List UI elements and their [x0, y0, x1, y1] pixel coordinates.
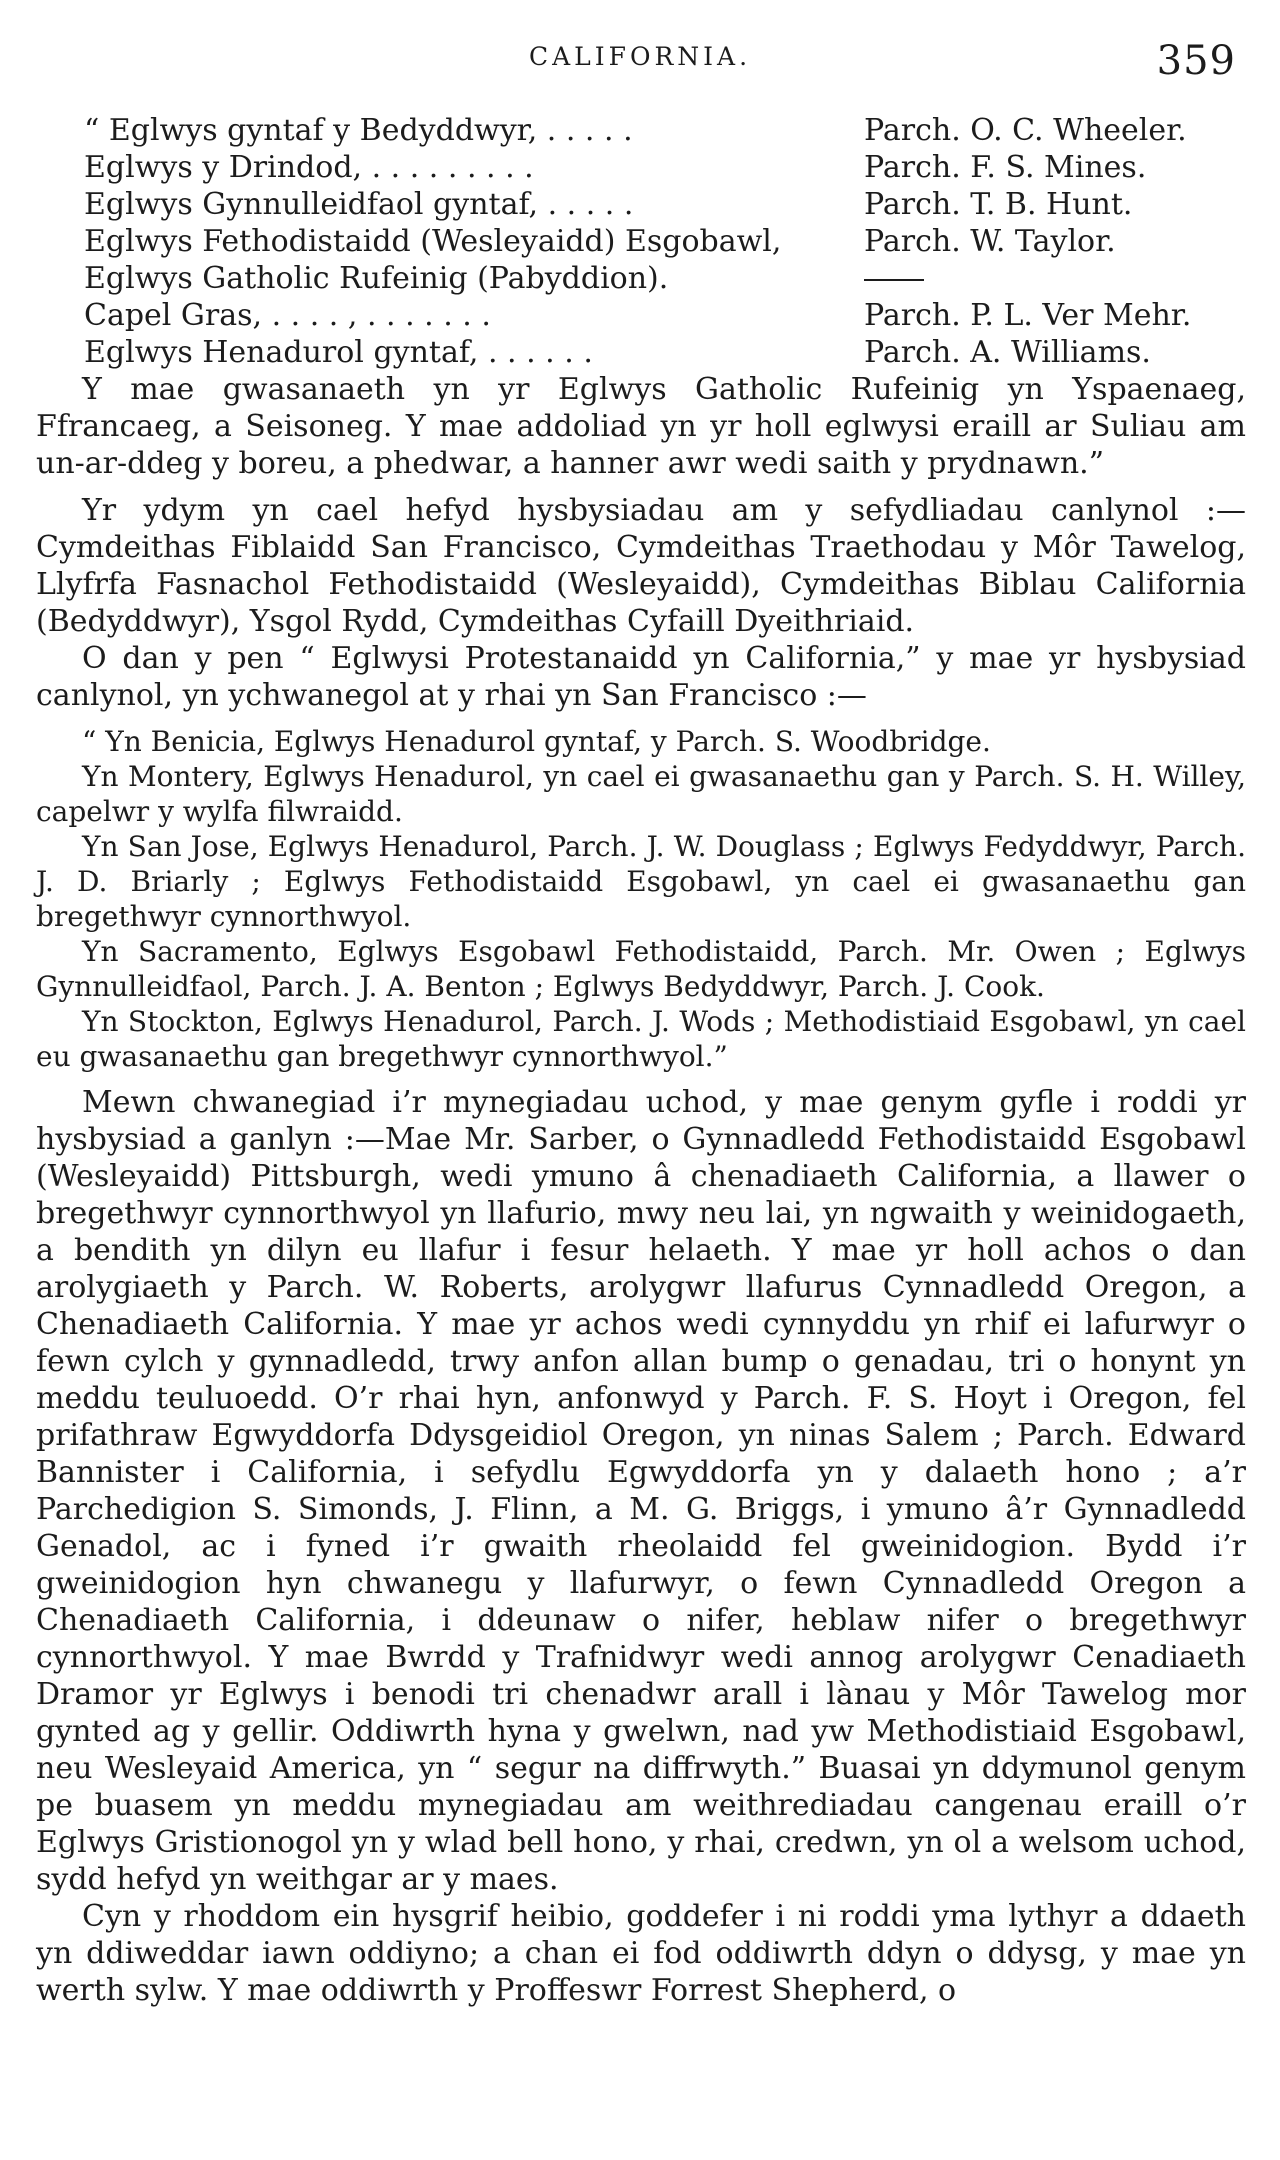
- paragraph: O dan y pen “ Eglwysi Protestanaidd yn California,” y mae yr hysbysiad canlynol, yn ychwanegol at y rhai yn San Francisco :—: [36, 641, 1246, 713]
- paragraph: Yr ydym yn cael hefyd hysbysiadau am y sefydliadau canlynol :—Cymdeithas Fiblaidd San Francisco, Cymdeithas Traethodau y Môr Tawelog, Llyfrfa Fasnachol Fethodistaidd (Wesleyaidd), Cymdeithas Biblau California (Bedyddwyr), Ysgol Rydd, Cymdeithas Cyfaill Dyeithriaid.: [36, 493, 1246, 639]
- church-pastor: Parch. F. S. Mines.: [864, 150, 1147, 185]
- church-entry: [36, 112, 1246, 149]
- quoted-paragraph: Yn Montery, Eglwys Henadurol, yn cael ei gwasanaethu gan y Parch. S. H. Willey, capelwr y wylfa filwraidd.: [36, 760, 1246, 828]
- church-pastor: Parch. T. B. Hunt.: [864, 187, 1133, 222]
- quoted-paragraph: Yn Sacramento, Eglwys Esgobawl Fethodistaidd, Parch. Mr. Owen ; Eglwys Gynnulleidfaol, Parch. J. A. Benton ; Eglwys Bedyddwyr, Parch. J. Cook.: [36, 935, 1246, 1003]
- paragraph: Y mae gwasanaeth yn yr Eglwys Gatholic Rufeinig yn Yspaenaeg, Ffrancaeg, a Seisoneg. Y mae addoliad yn yr holl eglwysi eraill ar Suliau am un-ar-ddeg y boreu, a phedwar, a hanner awr wedi saith y prydnawn.”: [36, 372, 1246, 481]
- page-body: [36, 112, 1246, 2009]
- church-pastor: Parch. A. Williams.: [864, 335, 1151, 370]
- church-pastor: Parch. P. L. Ver Mehr.: [864, 298, 1192, 333]
- church-name: Eglwys Gynnulleidfaol gyntaf, . . . . .: [84, 187, 634, 222]
- church-pastor-rule: [864, 260, 924, 297]
- church-entry: [36, 260, 1246, 297]
- church-name: Capel Gras, . . . . , . . . . . . .: [84, 298, 491, 333]
- church-name: Eglwys y Drindod, . . . . . . . . .: [84, 150, 534, 185]
- church-name: Eglwys Fethodistaidd (Wesleyaidd) Esgobawl,: [84, 224, 782, 259]
- quoted-paragraph: Yn San Jose, Eglwys Henadurol, Parch. J. W. Douglass ; Eglwys Fedyddwyr, Parch. J. D. Briarly ; Eglwys Fethodistaidd Esgobawl, yn cael ei gwasanaethu gan bregethwyr cynnorthwyol.: [36, 830, 1246, 933]
- dash-rule: [864, 279, 924, 281]
- church-entry: [36, 334, 1246, 371]
- running-head: CALIFORNIA.: [528, 42, 752, 71]
- quoted-church-list: [36, 724, 1246, 1074]
- quoted-paragraph: Yn Stockton, Eglwys Henadurol, Parch. J. Wods ; Methodistiaid Esgobawl, yn cael eu gwasanaethu gan bregethwyr cynnorthwyol.”: [36, 1005, 1246, 1073]
- church-entry: [36, 149, 1246, 186]
- church-entry: [36, 186, 1246, 223]
- church-pastor: Parch. O. C. Wheeler.: [864, 113, 1187, 148]
- quoted-paragraph: “ Yn Benicia, Eglwys Henadurol gyntaf, y Parch. S. Woodbridge.: [82, 725, 991, 758]
- church-entry: [36, 223, 1246, 260]
- church-name: Eglwys Gatholic Rufeinig (Pabyddion).: [84, 261, 669, 296]
- page-number: 359: [1156, 38, 1236, 84]
- paragraph: Cyn y rhoddom ein hysgrif heibio, goddefer i ni roddi yma lythyr a ddaeth yn ddiweddar iawn oddiyno; a chan ei fod oddiwrth ddyn o ddysg, y mae yn werth sylw. Y mae oddiwrth y Proffeswr Forrest Shepherd, o: [36, 1899, 1246, 2008]
- paragraph: Mewn chwanegiad i’r mynegiadau uchod, y mae genym gyfle i roddi yr hysbysiad a ganlyn :—Mae Mr. Sarber, o Gynnadledd Fethodistaidd Esgobawl (Wesleyaidd) Pittsburgh, wedi ymuno â chenadiaeth California, a llawer o bregethwyr cynnorthwyol yn llafurio, mwy neu lai, yn ngwaith y weinidogaeth, a bendith yn dilyn eu llafur i fesur helaeth. Y mae yr holl achos o dan arolygiaeth y Parch. W. Roberts, arolygwr llafurus Cynnadledd Oregon, a Chenadiaeth California. Y mae yr achos wedi cynnyddu yn rhif ei lafurwyr o fewn cylch y gynnadledd, trwy anfon allan bump o genadau, tri o honynt yn meddu teuluoedd. O’r rhai hyn, anfonwyd y Parch. F. S. Hoyt i Oregon, fel prifathraw Egwyddorfa Ddysgeidiol Oregon, yn ninas Salem ; Parch. Edward Bannister i California, i sefydlu Egwyddorfa yn y dalaeth hono ; a’r Parchedigion S. Simonds, J. Flinn, a M. G. Briggs, i ymuno â’r Gynnadledd Genadol, ac i fyned i’r gwaith rheolaidd fel gweinidogion. Bydd i’r gweinidogion hyn chwanegu y llafurwyr, o fewn Cynnadledd Oregon a Chenadiaeth California, i ddeunaw o nifer, heblaw nifer o bregethwyr cynnorthwyol. Y mae Bwrdd y Trafnidwyr wedi annog arolygwr Cenadiaeth Dramor yr Eglwys i benodi tri chenadwr arall i lànau y Môr Tawelog mor gynted ag y gellir. Oddiwrth hyna y gwelwn, nad yw Methodistiaid Esgobawl, neu Wesleyaid America, yn “ segur na diffrwyth.” Buasai yn ddymunol genym pe buasem yn meddu mynegiadau am weithrediadau cangenau eraill o’r Eglwys Gristionogol yn y wlad bell hono, y rhai, credwn, yn ol a welsom uchod, sydd hefyd yn weithgar ar y maes.: [36, 1085, 1246, 1897]
- church-name: Eglwys Henadurol gyntaf, . . . . . .: [84, 335, 593, 370]
- church-name: “ Eglwys gyntaf y Bedyddwyr, . . . . .: [84, 113, 633, 148]
- church-pastor: Parch. W. Taylor.: [864, 224, 1116, 259]
- church-entry: [36, 297, 1246, 334]
